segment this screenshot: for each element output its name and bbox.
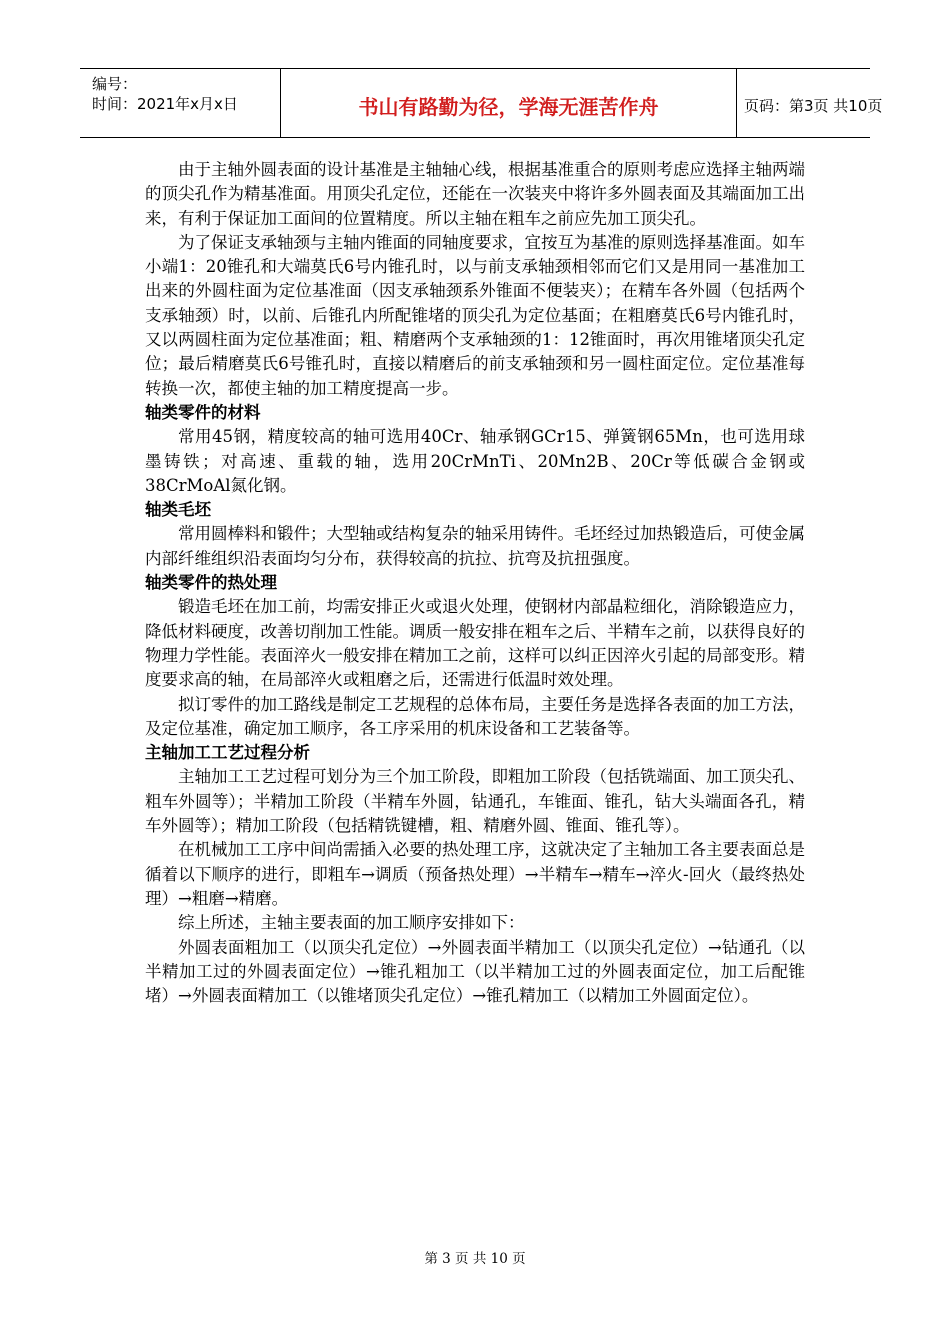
motto-text: 书山有路勤为径，学海无涯苦作舟: [358, 95, 659, 119]
paragraph: 在机械加工工序中间尚需插入必要的热处理工序，这就决定了主轴加工各主要表面总是循着以下顺序的进行，即粗车→调质（预备热处理）→半精车→精车→淬火-回火（最终热处理）→粗磨→精磨。: [145, 840, 805, 908]
paragraph: 常用圆棒料和锻件；大型轴或结构复杂的轴采用铸件。毛坯经过加热锻造后，可使金属内部纤维组织沿表面均匀分布，获得较高的抗拉、抗弯及抗扭强度。: [145, 524, 805, 568]
paragraph: 外圆表面粗加工（以顶尖孔定位）→外圆表面半精加工（以顶尖孔定位）→钻通孔（以半精加工过的外圆表面定位）→锥孔粗加工（以半精加工过的外圆表面定位，加工后配锥堵）→外圆表面精加工（以锥堵顶尖孔定位）→锥孔精加工（以精加工外圆面定位）。: [145, 937, 805, 1006]
section-heading: 轴类零件的热处理: [145, 573, 277, 593]
page-header: [80, 68, 883, 138]
serial-number-label: 编号：: [92, 75, 138, 93]
section-heading: 轴类零件的材料: [145, 402, 261, 422]
paragraph: 常用45钢，精度较高的轴可选用40Cr、轴承钢GCr15、弹簧钢65Mn，也可选用球墨铸铁；对高速、重载的轴，选用20CrMnTi、20Mn2B、20Cr等低碳合金钢或38CrMoAl氮化钢。: [145, 427, 805, 495]
date-label: 时间：2021年x月x日: [92, 95, 238, 113]
page-footer: 第 3 页 共 10 页: [424, 1251, 526, 1267]
section-heading: 轴类毛坯: [145, 500, 211, 520]
paragraph: 主轴加工工艺过程可划分为三个加工阶段，即粗加工阶段（包括铣端面、加工顶尖孔、粗车外圆等）；半精加工阶段（半精车外圆，钻通孔，车锥面、锥孔，钻大头端面各孔，精车外圆等）；精加工阶段（包括精铣键槽，粗、精磨外圆、锥面、锥孔等）。: [145, 767, 805, 836]
paragraph: 拟订零件的加工路线是制定工艺规程的总体布局，主要任务是选择各表面的加工方法，及定位基准，确定加工顺序，各工序采用的机床设备和工艺装备等。: [145, 694, 805, 738]
paragraph: 锻造毛坯在加工前，均需安排正火或退火处理，使钢材内部晶粒细化，消除锻造应力，降低材料硬度，改善切削加工性能。调质一般安排在粗车之后、半精车之前，以获得良好的物理力学性能。表面淬火一般安排在精加工之前，这样可以纠正因淬火引起的局部变形。精度要求高的轴，在局部淬火或粗磨之后，还需进行低温时效处理。: [145, 597, 805, 690]
header-motto-cell: [280, 69, 737, 137]
page-code-label: 页码：第3页 共10页: [744, 97, 883, 115]
paragraph: 由于主轴外圆表面的设计基准是主轴轴心线，根据基准重合的原则考虑应选择主轴两端的顶尖孔作为精基准面。用顶尖孔定位，还能在一次装夹中将许多外圆表面及其端面加工出来，有利于保证加工面间的位置精度。所以主轴在粗车之前应先加工顶尖孔。: [145, 160, 805, 228]
header-page-cell: [736, 69, 883, 137]
header-info-cell: [80, 69, 280, 137]
section-heading: 主轴加工工艺过程分析: [145, 743, 310, 763]
document-body: [145, 158, 805, 1008]
paragraph: 为了保证支承轴颈与主轴内锥面的同轴度要求，宜按互为基准的原则选择基准面。如车小端1：20锥孔和大端莫氏6号内锥孔时，以与前支承轴颈相邻而它们又是用同一基准加工出来的外圆柱面为定位基准面（因支承轴颈系外锥面不便装夹）；在精车各外圆（包括两个支承轴颈）时，以前、后锥孔内所配锥堵的顶尖孔为定位基面；在粗磨莫氏6号内锥孔时，又以两圆柱面为定位基准面；粗、精磨两个支承轴颈的1：12锥面时，再次用锥堵顶尖孔定位；最后精磨莫氏6号锥孔时，直接以精磨后的前支承轴颈和另一圆柱面定位。定位基准每转换一次，都使主轴的加工精度提高一步。: [145, 232, 805, 398]
paragraph: 综上所述，主轴主要表面的加工顺序安排如下：: [178, 913, 525, 933]
